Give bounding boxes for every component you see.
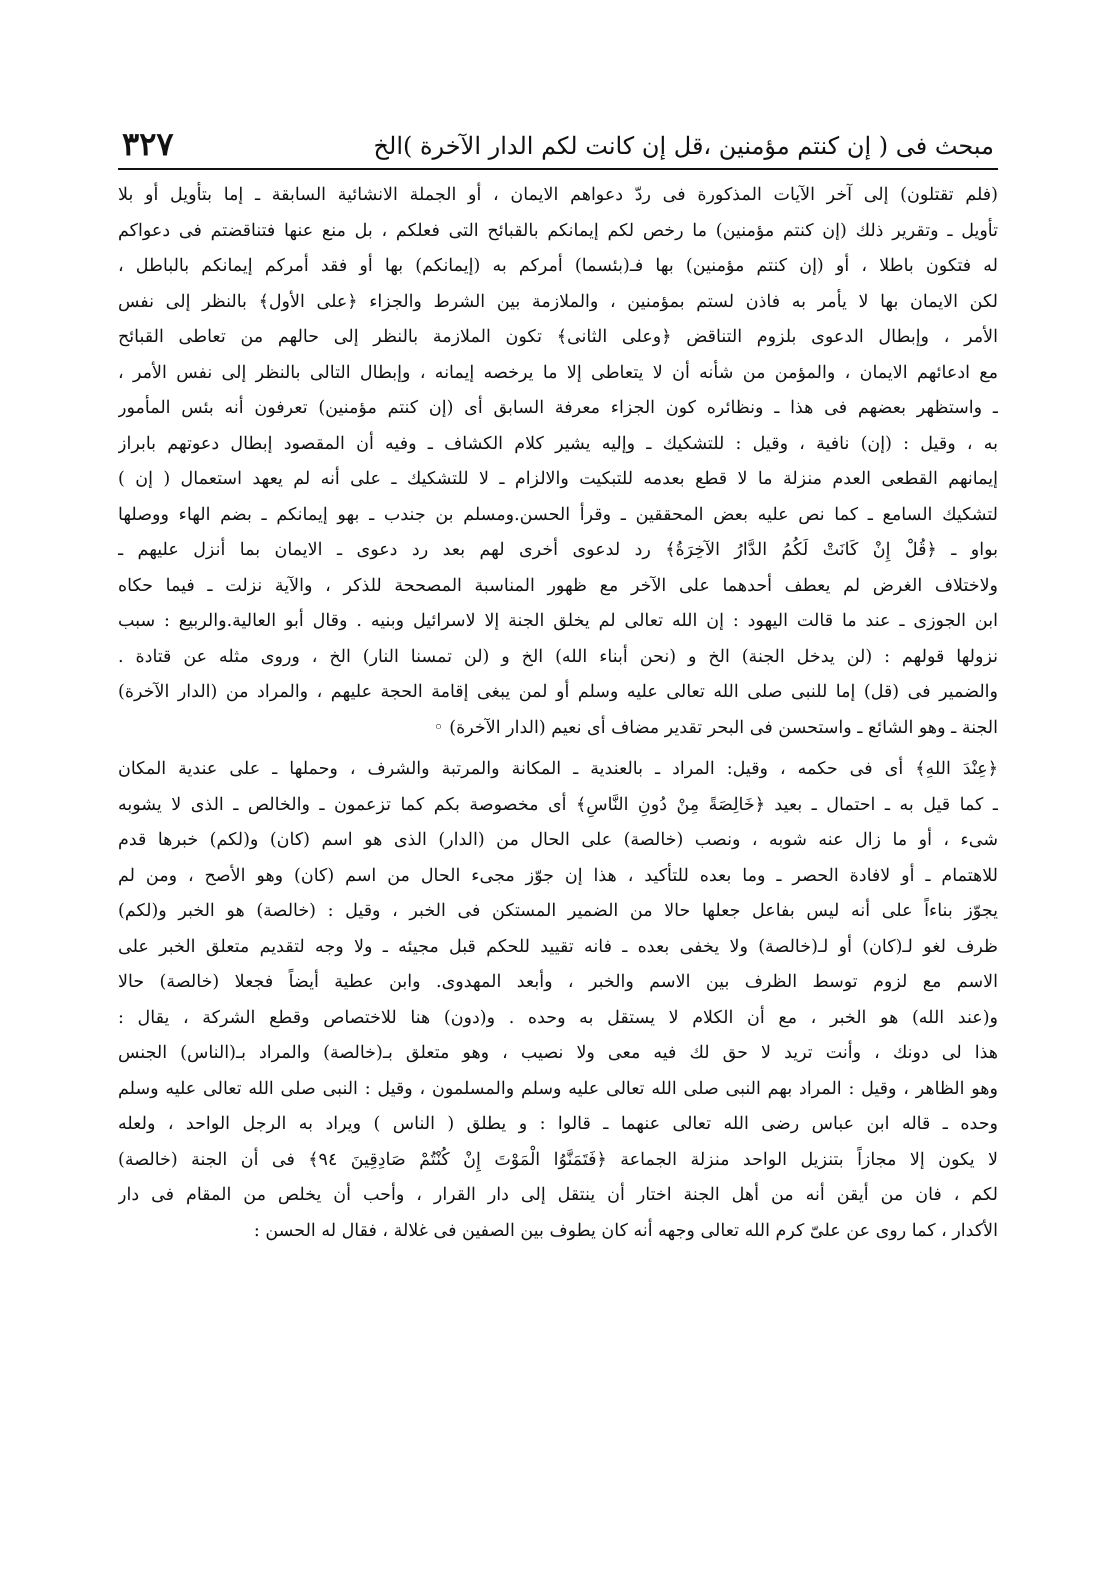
running-header — [118, 112, 998, 170]
text-line: بواو ـ ﴿قُلْ إِنْ كَانَتْ لَكُمُ الدَّارُ الآخِرَةُ﴾ رد لدعوى أخرى لهم بعد رد دعوى ـ الايمان بما أنزل عليهم ـ — [118, 540, 998, 560]
text-line: شىء ، أو ما زال عنه شوبه ، ونصب (خالصة) على الحال من (الدار) الذى هو اسم (كان) و(لكم) خبرها قدم — [118, 830, 998, 850]
text-line: ظرف لغو لـ(كان) أو لـ(خالصة) ولا يخفى بعده ـ فانه تقييد للحكم قبل مجيئه ـ ولا وجه لتقديم متعلق الخبر على — [118, 936, 998, 957]
text-line: للاهتمام ـ أو لافادة الحصر ـ وما بعده للتأكيد ، هذا إن جوّز مجىء الحال من اسم (كان) وهو الأصح ، ومن لم — [118, 865, 998, 886]
text-line: هذا لى دونك ، وأنت تريد لا حق لك فيه معى ولا نصيب ، وهو متعلق بـ(خالصة) والمراد بـ(الناس) الجنس — [118, 1043, 998, 1063]
text-line: لكن الايمان بها لا يأمر به فاذن لستم بمؤمنين ، والملازمة بين الشرط والجزاء ﴿على الأول﴾ بالنظر إلى نفس — [118, 291, 998, 312]
text-line: الاسم مع لزوم توسط الظرف بين الاسم والخبر ، وأبعد المهدوى. وابن عطية أيضاً فجعلا (خالصة) حالا — [118, 972, 998, 992]
text-line: الجنة ـ وهو الشائع ـ واستحسن فى البحر تقدير مضاف أى نعيم (الدار الآخرة) ◦ — [433, 717, 998, 738]
text-line: مع ادعائهم الايمان ، والمؤمن من شأنه أن لا يتعاطى إلا ما يرخصه إيمانه ، وإبطال التالى بالنظر إلى نفس الأمر ، — [118, 362, 998, 383]
text-line: تأويل ـ وتقرير ذلك (إن كنتم مؤمنين) ما رخص لكم إيمانكم بالقبائح التى فعلكم ، بل منع عنها فتناقضتم فى دعواكم — [118, 220, 998, 241]
page-number: ٣٢٧ — [122, 125, 174, 163]
header-title: مبحث فى ( إن كنتم مؤمنين ،قل إن كانت لكم الدار الآخرة )الخ — [373, 132, 994, 160]
paragraph — [118, 178, 998, 746]
text-line: يجوّز بناءاً على أنه ليس بفاعل جعلها حالا من الضمير المستكن فى الخبر ، وقيل : (خالصة) هو الخبر و(لكم) — [118, 901, 998, 921]
text-line: به ، وقيل : (إن) نافية ، وقيل : للتشكيك ـ وإليه يشير كلام الكشاف ـ وفيه أن المقصود إبطال دعوتهم بابراز — [118, 433, 998, 454]
text-line: إيمانهم القطعى العدم منزلة ما لا قطع بعدمه للتبكيت والالزام ـ لا للتشكيك ـ على أنه لم يعهد استعمال ( إن ) — [118, 469, 998, 489]
text-line: نزولها قولهم : (لن يدخل الجنة) الخ و (نحن أبناء الله) الخ و (لن تمسنا النار) الخ ، وروى مثله عن قتادة . — [118, 646, 998, 667]
text-line: لكم ، فان من أيقن أنه من أهل الجنة اختار أن ينتقل إلى دار القرار ، وأحب أن يخلص من المقام فى دار — [118, 1185, 998, 1205]
book-page — [118, 112, 998, 1552]
text-line: لا يكون إلا مجازاً بتنزيل الواحد منزلة الجماعة ﴿فَتَمَنَّوُا الْمَوْتَ إِنْ كُنْتُمْ صَادِقِينَ ٩٤﴾ فى أن الجنة (خالصة) — [118, 1149, 998, 1170]
text-line: ولاختلاف الغرض لم يعطف أحدهما على الآخر مع ظهور المناسبة المصححة للذكر ، والآية نزلت ـ فيما حكاه — [118, 575, 998, 596]
page-body — [118, 178, 998, 1249]
text-line: له فتكون باطلا ، أو (إن كنتم مؤمنين) بها فـ(بئسما) أمركم به (إيمانكم) بها أو فقد أمركم إيمانكم بالباطل ، — [118, 256, 998, 276]
text-line: ـ واستظهر بعضهم فى هذا ـ ونظائره كون الجزاء معرفة السابق أى (إن كنتم مؤمنين) تعرفون أنه بئس المأمور — [118, 398, 998, 418]
text-line: الأكدار ، كما روى عن علىّ كرم الله تعالى وجهه أنه كان يطوف بين الصفين فى غلالة ، فقال له الحسن : — [253, 1220, 998, 1241]
text-line: لتشكيك السامع ـ كما نص عليه بعض المحققين ـ وقرأ الحسن.ومسلم بن جندب ـ بهو إيمانكم ـ بضم الهاء ووصلها — [118, 504, 998, 525]
text-line: وهو الظاهر ، وقيل : المراد بهم النبى صلى الله تعالى عليه وسلم والمسلمون ، وقيل : النبى صلى الله تعالى عليه وسلم — [118, 1078, 998, 1099]
text-line: ﴿عِنْدَ اللهِ﴾ أى فى حكمه ، وقيل: المراد ـ بالعندية ـ المكانة والمرتبة والشرف ، وحملها ـ على عندية المكان — [118, 759, 998, 779]
text-line: (فلم تقتلون) إلى آخر الآيات المذكورة فى ردّ دعواهم الايمان ، أو الجملة الانشائية السابقة ـ إما بتأويل أو بلا — [118, 185, 998, 205]
paragraph — [118, 752, 998, 1249]
text-line: ـ كما قيل به ـ احتمال ـ بعيد ﴿خَالِصَةً مِنْ دُونِ النَّاسِ﴾ أى مخصوصة بكم كما تزعمون ـ والخالص ـ الذى لا يشوبه — [118, 794, 998, 815]
text-line: و(عند الله) هو الخبر ، مع أن الكلام لا يستقل به وحده . و(دون) هنا للاختصاص وقطع الشركة ، يقال : — [118, 1007, 998, 1028]
text-line: الأمر ، وإبطال الدعوى بلزوم التناقض ﴿وعلى الثانى﴾ تكون الملازمة بالنظر إلى حالهم من تعاطى القبائح — [118, 327, 998, 347]
text-line: ابن الجوزى ـ عند ما قالت اليهود : إن الله تعالى لم يخلق الجنة إلا لاسرائيل وبنيه . وقال أبو العالية.والربيع : سبب — [118, 611, 998, 631]
text-line: والضمير فى (قل) إما للنبى صلى الله تعالى عليه وسلم أو لمن يبغى إقامة الحجة عليهم ، والمراد من (الدار الآخرة) — [118, 682, 998, 702]
text-line: وحده ـ قاله ابن عباس رضى الله تعالى عنهما ـ قالوا : و يطلق ( الناس ) ويراد به الرجل الواحد ، ولعله — [118, 1114, 998, 1134]
